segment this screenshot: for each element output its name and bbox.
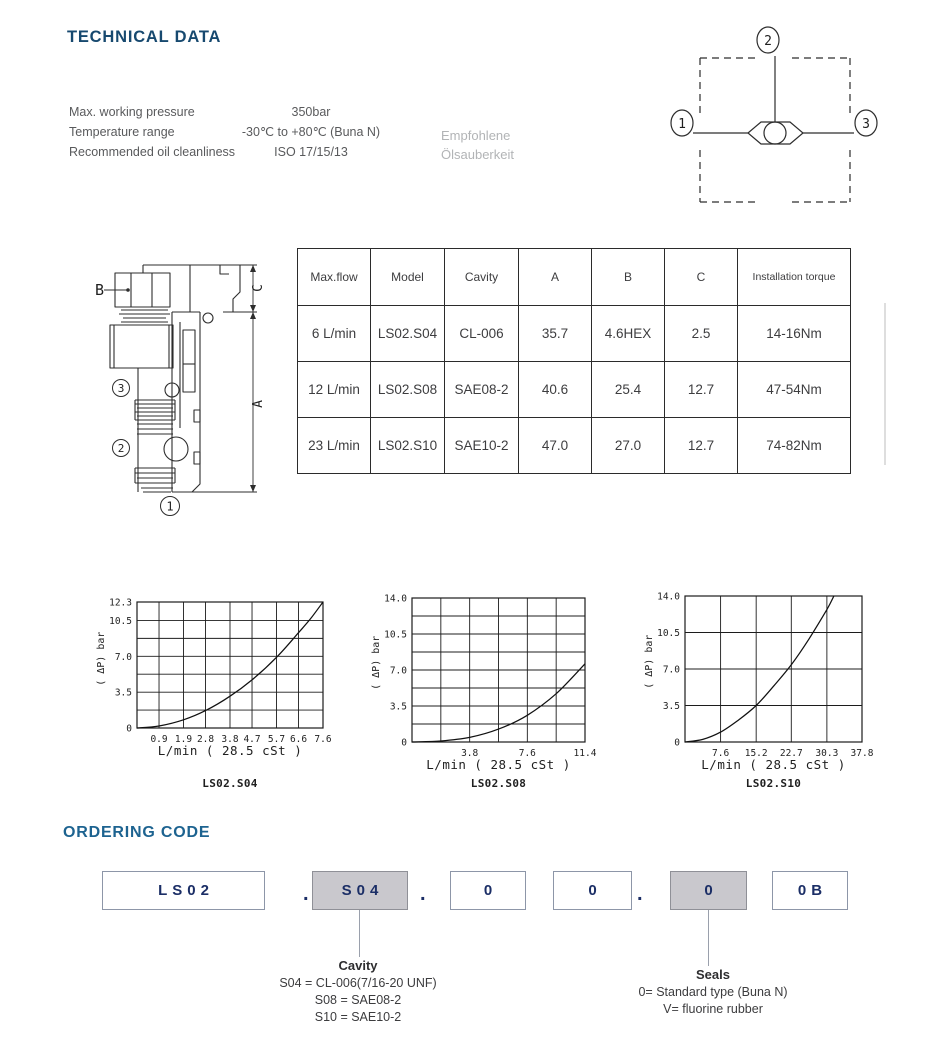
col-header: C	[665, 249, 738, 306]
table-cell: 6 L/min	[298, 306, 371, 362]
col-header: Installation torque	[738, 249, 851, 306]
table-row	[298, 418, 851, 474]
svg-text:0: 0	[674, 737, 680, 749]
port3-number: 3	[862, 117, 870, 132]
spec-row	[69, 122, 385, 142]
port2-hole	[164, 437, 188, 461]
table-cell: LS02.S10	[371, 418, 445, 474]
svg-text:( ΔP) bar: ( ΔP) bar	[96, 631, 107, 686]
pressure-drop-chart-ls02-s08	[366, 588, 618, 802]
spec-value: 350bar	[291, 105, 331, 119]
svg-text:3.5: 3.5	[114, 687, 132, 699]
svg-text:3.8: 3.8	[461, 748, 479, 759]
table-cell: 47-54Nm	[738, 362, 851, 418]
table-cell: 27.0	[592, 418, 665, 474]
cavity-line: S04 = CL-006(7/16-20 UNF)	[279, 976, 437, 990]
svg-text:11.4: 11.4	[573, 748, 597, 759]
table-cell: 4.6HEX	[592, 306, 665, 362]
spec-label: Temperature range	[69, 125, 175, 139]
svg-text:L/min ( 28.5 cSt ): L/min ( 28.5 cSt )	[426, 757, 571, 772]
code-box-suffix	[772, 871, 848, 910]
svg-text:15.2: 15.2	[744, 748, 768, 759]
col-header: B	[592, 249, 665, 306]
svg-text:LS02.S04: LS02.S04	[202, 777, 258, 790]
oring-icon	[203, 313, 213, 323]
svg-text:37.8: 37.8	[850, 748, 874, 759]
seals-title: Seals	[696, 967, 730, 982]
svg-text:10.5: 10.5	[384, 629, 407, 641]
page-edge-line	[884, 303, 886, 465]
svg-text:30.3: 30.3	[815, 748, 839, 759]
svg-text:7.6: 7.6	[314, 734, 332, 745]
thread-section	[110, 325, 173, 368]
cavity-annotation	[233, 957, 483, 1026]
svg-text:LS02.S10: LS02.S10	[745, 777, 802, 790]
code-box-label: 0B	[797, 882, 828, 899]
svg-text:22.7: 22.7	[779, 748, 803, 759]
chart-svg-LS02.S04	[91, 592, 343, 806]
seals-leader-line	[708, 910, 709, 966]
spec-row	[69, 142, 385, 162]
hydraulic-symbol-diagram	[660, 20, 930, 220]
cavity-leader-line	[359, 910, 360, 957]
svg-text:12.3: 12.3	[109, 597, 132, 609]
pressure-drop-chart-ls02-s04	[91, 592, 343, 806]
seals-annotation	[588, 966, 838, 1018]
port1-label: 1	[166, 499, 174, 514]
svg-text:0: 0	[126, 723, 132, 735]
svg-text:7.6: 7.6	[712, 748, 730, 759]
code-box-label: S04	[341, 882, 384, 899]
svg-text:0.9: 0.9	[150, 734, 168, 745]
spec-label: Max. working pressure	[69, 105, 195, 119]
code-box-model	[102, 871, 265, 910]
svg-text:3.8: 3.8	[221, 734, 239, 745]
code-separator-dot: .	[637, 883, 643, 905]
table-cell: CL-006	[445, 306, 519, 362]
table-cell: 12.7	[665, 362, 738, 418]
cavity-title: Cavity	[338, 958, 378, 973]
svg-text:3.5: 3.5	[662, 701, 680, 712]
oil-cleanliness-note-german	[441, 126, 514, 164]
code-box-label: 0	[588, 882, 602, 899]
table-cell: 2.5	[665, 306, 738, 362]
table-cell: 47.0	[519, 418, 592, 474]
table-cell: SAE08-2	[445, 362, 519, 418]
seals-line: 0= Standard type (Buna N)	[638, 985, 788, 999]
svg-text:7.0: 7.0	[389, 665, 407, 677]
svg-text:7.6: 7.6	[518, 748, 536, 759]
table-cell: 12.7	[665, 418, 738, 474]
svg-text:LS02.S08: LS02.S08	[470, 777, 527, 790]
technical-data-heading: TECHNICAL DATA	[67, 28, 222, 46]
svg-text:14.0: 14.0	[384, 593, 407, 605]
svg-text:3.5: 3.5	[389, 701, 407, 713]
chart-svg-LS02.S10	[639, 586, 891, 800]
seals-line: V= fluorine rubber	[663, 1002, 763, 1016]
port1-number: 1	[678, 117, 686, 132]
col-header: Cavity	[445, 249, 519, 306]
code-box-label: 0	[483, 882, 498, 899]
table-row	[298, 362, 851, 418]
cavity-line: S08 = SAE08-2	[314, 993, 402, 1007]
spec-value: -30℃ to +80℃ (Buna N)	[241, 125, 381, 139]
code-box-label: 0	[704, 882, 718, 899]
code-box-cavity	[312, 871, 408, 910]
shuttle-ball-icon	[764, 122, 786, 144]
col-header: A	[519, 249, 592, 306]
table-cell: 25.4	[592, 362, 665, 418]
col-header: Max.flow	[298, 249, 371, 306]
code-separator-dot: .	[420, 883, 426, 905]
svg-text:7.0: 7.0	[114, 651, 132, 663]
spec-value: ISO 17/15/13	[274, 145, 348, 159]
table-cell: SAE10-2	[445, 418, 519, 474]
table-cell: 74-82Nm	[738, 418, 851, 474]
cavity-line: S10 = SAE10-2	[314, 1010, 402, 1024]
table-cell: 14-16Nm	[738, 306, 851, 362]
specs-list	[69, 102, 385, 162]
svg-text:( ΔP) bar: ( ΔP) bar	[371, 635, 382, 690]
dim-c-label: C	[251, 284, 266, 292]
svg-text:1.9: 1.9	[174, 734, 193, 745]
spec-label: Recommended oil cleanliness	[69, 145, 236, 159]
table-cell: 12 L/min	[298, 362, 371, 418]
svg-text:2.8: 2.8	[196, 734, 215, 745]
svg-text:( ΔP) bar: ( ΔP) bar	[644, 634, 655, 689]
dim-b-label: B	[95, 281, 105, 299]
code-box-option-2	[553, 871, 632, 910]
svg-text:10.5: 10.5	[109, 615, 132, 627]
code-box-option-1	[450, 871, 526, 910]
col-header: Model	[371, 249, 445, 306]
code-separator-dot: .	[303, 883, 309, 905]
table-row	[298, 306, 851, 362]
table-cell: 35.7	[519, 306, 592, 362]
table-header-row	[298, 249, 851, 306]
note-line: Ölsauberkeit	[441, 147, 514, 162]
svg-text:6.6: 6.6	[289, 734, 308, 745]
table-cell: 40.6	[519, 362, 592, 418]
ordering-code-heading: ORDERING CODE	[63, 824, 211, 841]
valve-section-drawing	[83, 252, 298, 527]
svg-text:L/min ( 28.5 cSt ): L/min ( 28.5 cSt )	[157, 743, 303, 758]
dimensions-table	[297, 248, 851, 474]
spec-row	[69, 102, 385, 122]
code-box-label: LS02	[158, 882, 214, 899]
port2-number: 2	[764, 34, 772, 49]
svg-text:0: 0	[401, 737, 407, 749]
shuttle-seat-icon	[748, 122, 803, 144]
svg-text:4.7: 4.7	[243, 734, 261, 745]
dim-a-label: A	[251, 400, 266, 408]
chart-svg-LS02.S08	[366, 588, 618, 802]
svg-text:14.0: 14.0	[657, 591, 680, 603]
port3-label: 3	[117, 382, 125, 395]
table-cell: LS02.S04	[371, 306, 445, 362]
table-cell: LS02.S08	[371, 362, 445, 418]
svg-text:7.0: 7.0	[662, 664, 680, 676]
port2-label: 2	[117, 442, 125, 455]
code-box-seals	[670, 871, 747, 910]
svg-text:10.5: 10.5	[657, 628, 680, 639]
pressure-drop-chart-ls02-s10	[639, 586, 891, 800]
table-cell: 23 L/min	[298, 418, 371, 474]
svg-text:5.7: 5.7	[267, 734, 286, 745]
note-line: Empfohlene	[441, 128, 511, 143]
svg-text:L/min ( 28.5 cSt ): L/min ( 28.5 cSt )	[701, 757, 846, 772]
